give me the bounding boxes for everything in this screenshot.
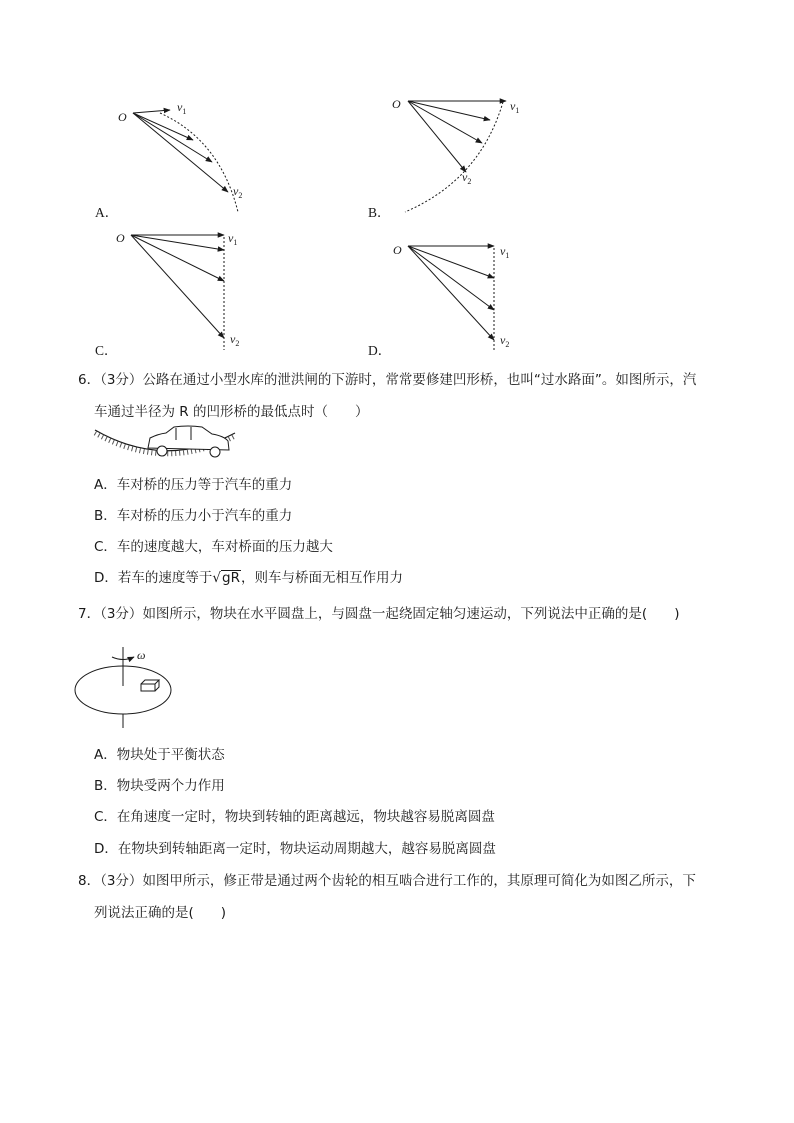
diagram-c-option: C． — [95, 343, 118, 358]
q8-stem-line1: 8．（3分）如图甲所示，修正带是通过两个齿轮的相互啮合进行工作的，其原理可简化为如图乙所示，下 — [78, 873, 696, 889]
q7-score: （3分） — [100, 606, 143, 622]
q7-option-d[interactable]: D．在物块到转轴距离一定时，物块运动周期越大，越容易脱离圆盘 — [94, 841, 496, 857]
q6-option-d[interactable]: D．若车的速度等于√gR，则车与桥面无相互作用力 — [94, 570, 403, 586]
q7-stem: 7．（3分）如图所示，物块在水平圆盘上，与圆盘一起绕固定轴匀速运动，下列说法中正确的是( ) — [78, 606, 680, 622]
sqrt-symbol: √ — [212, 570, 222, 586]
diagram-a-arrows — [133, 110, 238, 212]
diagram-c-v2: $v_2$ — [230, 332, 240, 348]
q6-option-b[interactable]: B．车对桥的压力小于汽车的重力 — [94, 508, 293, 524]
diagram-b-origin: O — [392, 97, 401, 111]
diagram-a-v2: $v_2$ — [233, 184, 243, 200]
q6-option-a[interactable]: A．车对桥的压力等于汽车的重力 — [94, 477, 293, 493]
diagram-d-v2: $v_2$ — [500, 333, 510, 349]
rotating-disk-figure — [75, 647, 171, 728]
diagram-b-v1: $v_1$ — [510, 99, 520, 115]
block-icon — [141, 680, 159, 691]
q8-score: （3分） — [100, 873, 143, 889]
q7-option-b[interactable]: B．物块受两个力作用 — [94, 778, 225, 794]
q6-score: （3分） — [100, 372, 143, 388]
diagram-a-option: A． — [95, 205, 119, 220]
diagram-d-origin: O — [393, 243, 402, 257]
diagram-d-v1: $v_1$ — [500, 244, 510, 260]
q6-stem-line2: 车通过半径为 R 的凹形桥的最低点时（ ） — [94, 404, 369, 420]
diagram-c-arrows — [131, 235, 224, 350]
concave-bridge-figure — [95, 426, 235, 457]
diagram-a-origin: O — [118, 110, 127, 124]
q7-number: 7． — [78, 606, 101, 622]
q6-option-c[interactable]: C．车的速度越大，车对桥面的压力越大 — [94, 539, 333, 555]
diagram-b-option: B． — [368, 205, 391, 220]
q8-number: 8． — [78, 873, 101, 889]
q6-number: 6． — [78, 372, 101, 388]
diagram-b-arrows — [405, 101, 506, 212]
sqrt-radicand: gR — [222, 570, 240, 586]
q8-stem-line2: 列说法正确的是( ) — [94, 905, 227, 921]
q7-option-a[interactable]: A．物块处于平衡状态 — [94, 747, 225, 763]
diagram-c-origin: O — [116, 231, 125, 245]
omega-label: ω — [137, 648, 146, 662]
diagram-d-option: D． — [368, 343, 392, 358]
diagram-d-arrows — [408, 246, 494, 352]
q7-option-c[interactable]: C．在角速度一定时，物块到转轴的距离越远，物块越容易脱离圆盘 — [94, 809, 495, 825]
car-icon — [148, 426, 229, 457]
diagram-c-v1: $v_1$ — [228, 231, 238, 247]
diagram-b-v2: $v_2$ — [462, 170, 472, 186]
diagram-a-v1: $v_1$ — [177, 100, 187, 116]
q6-stem-line1: 6．（3分）公路在通过小型水库的泄洪闸的下游时，常常要修建凹形桥，也叫“过水路面”。如图所示，汽 — [78, 372, 697, 388]
